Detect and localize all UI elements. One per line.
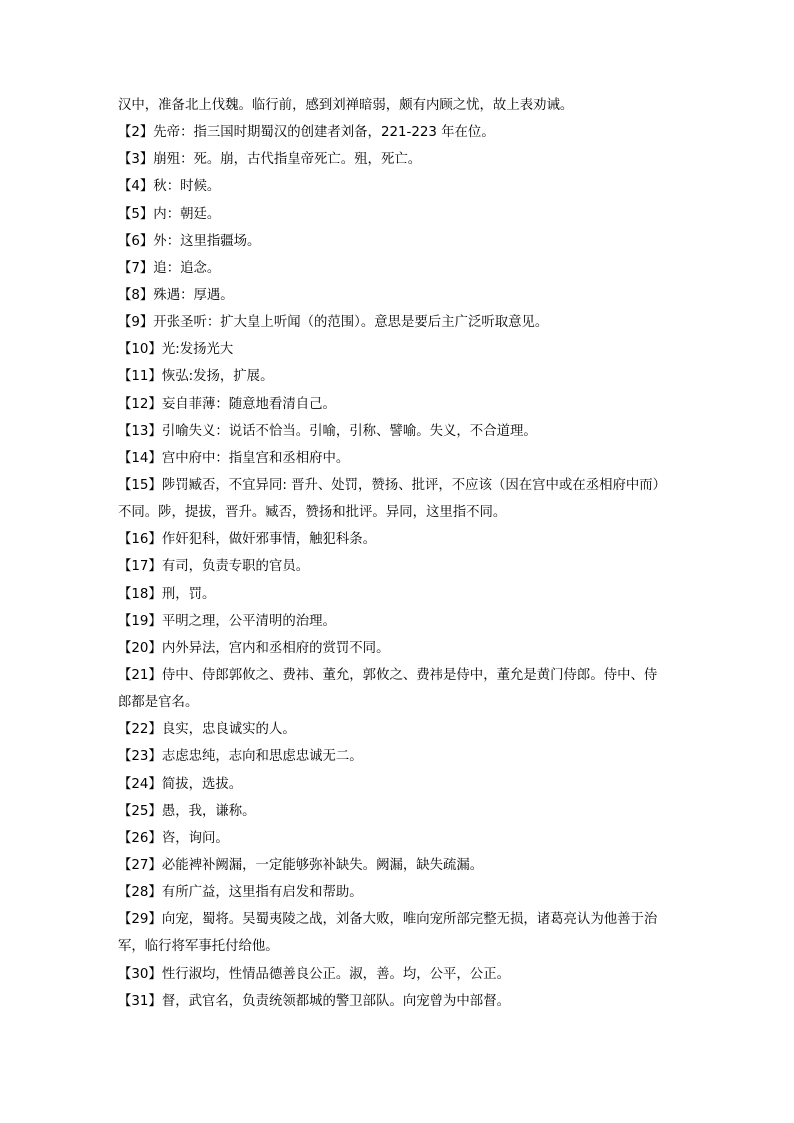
annotation-line: 【30】性行淑均，性情品德善良公正。淑，善。均，公平，公正。 (118, 966, 510, 982)
annotation-line: 【15】陟罚臧否，不宜异同: 晋升、处罚，赞扬、批评，不应该（因在宫中或在丞相府中而） (118, 477, 667, 493)
annotation-line: 【16】作奸犯科，做奸邪事情，触犯科条。 (118, 532, 377, 548)
annotation-line: 【14】宫中府中：指皇宫和丞相府中。 (118, 450, 350, 466)
annotation-line: 【21】侍中、侍郎郭攸之、费祎、董允，郭攸之、费祎是侍中，董允是黄门侍郎。侍中、侍 (118, 667, 658, 683)
annotation-line: 【18】刑，罚。 (118, 586, 216, 602)
annotation-line: 【5】内：朝廷。 (118, 206, 221, 222)
annotation-line: 【23】志虑忠纯，志向和思虑忠诚无二。 (118, 749, 363, 765)
annotation-line: 【28】有所广益，这里指有启发和帮助。 (118, 885, 363, 901)
annotation-list (118, 92, 678, 1015)
annotation-line: 【4】秋：时候。 (118, 179, 221, 195)
annotation-line: 【7】追：追念。 (118, 260, 221, 276)
annotation-line: 【20】内外异法，宫内和丞相府的赏罚不同。 (118, 640, 390, 656)
annotation-line: 【22】良实，忠良诚实的人。 (118, 722, 296, 738)
annotation-line: 【11】恢弘:发扬，扩展。 (118, 369, 274, 385)
annotation-line: 【31】督，武官名，负责统领都城的警卫部队。向宠曾为中部督。 (118, 993, 510, 1009)
annotation-line: 【27】必能裨补阙漏，一定能够弥补缺失。阙漏，缺失疏漏。 (118, 857, 484, 873)
annotation-line: 【26】咨，询问。 (118, 830, 229, 846)
annotation-line: 【8】殊遇：厚遇。 (118, 287, 234, 303)
annotation-line: 不同。陟，提拔，晋升。臧否，赞扬和批评。异同，这里指不同。 (118, 505, 507, 521)
annotation-line: 郎都是官名。 (118, 695, 199, 711)
annotation-line: 军，临行将军事托付给他。 (118, 939, 279, 955)
annotation-line: 【12】妄自菲薄：随意地看清自己。 (118, 396, 336, 412)
annotation-line: 【10】光:发扬光大 (118, 342, 234, 358)
annotation-line: 【3】崩殂：死。崩，古代指皇帝死亡。殂，死亡。 (118, 152, 422, 168)
annotation-line: 【13】引喻失义：说话不恰当。引喻，引称、譬喻。失义，不合道理。 (118, 423, 537, 439)
annotation-line: 【19】平明之理，公平清明的治理。 (118, 613, 336, 629)
annotation-line: 【25】愚，我，谦称。 (118, 803, 256, 819)
annotation-line: 【29】向宠，蜀将。吴蜀夷陵之战，刘备大败，唯向宠所部完整无损，诸葛亮认为他善于治 (118, 912, 658, 928)
annotation-line: 【17】有司，负责专职的官员。 (118, 559, 310, 575)
annotation-line: 【24】简拔，选拔。 (118, 776, 243, 792)
annotation-line: 【9】开张圣听：扩大皇上听闻（的范围）。意思是要后主广泛听取意见。 (118, 315, 549, 331)
annotation-line: 【2】先帝：指三国时期蜀汉的创建者刘备，221-223 年在位。 (118, 125, 495, 141)
annotation-line: 汉中，准备北上伐魏。临行前，感到刘禅暗弱，颇有内顾之忧，故上表劝诫。 (118, 98, 574, 113)
annotation-line: 【6】外：这里指疆场。 (118, 233, 261, 249)
